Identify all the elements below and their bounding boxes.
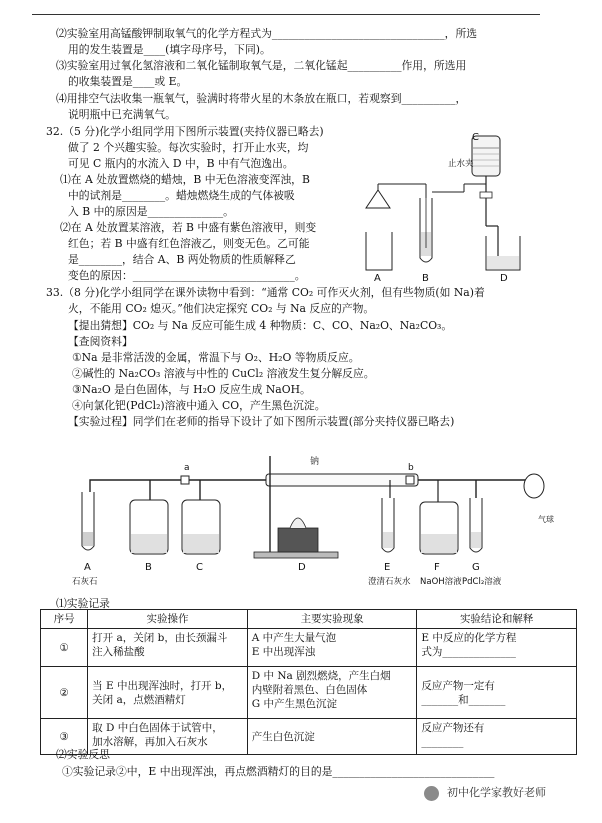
q33-info-2: ②碱性的 Na₂CO₃ 溶液与中性的 CuCl₂ 溶液发生复分解反应。 [72, 367, 375, 380]
label-a: A [374, 273, 381, 283]
cell-line: 关闭 a，点燃酒精灯 [92, 693, 186, 706]
beaker-a [366, 232, 392, 270]
q33-info-4: ④向氯化钯(PdCl₂)溶液中通入 CO，产生黑色沉淀。 [72, 399, 326, 412]
label-c: C [472, 132, 479, 143]
q33-title: 33.（8 分)化学小组同学在课外读物中看到：“通常 CO₂ 可作灭火剂，但有些物质(如 Na)着 [46, 286, 485, 299]
label-limewater: 澄清石灰水 [368, 577, 411, 587]
cell-line: A 中产生大量气泡 [251, 632, 337, 644]
spirit-lamp [278, 528, 318, 552]
watermark-text: 初中化学家教好老师 [447, 786, 546, 799]
table-header-row [41, 610, 577, 629]
table-cell-phenomenon [247, 629, 417, 667]
table-cell-op [88, 629, 248, 667]
label-clamp: 止水夹 [448, 159, 474, 169]
q32-part2: 变色的原因：______________________________。 [68, 269, 306, 282]
table-header-cell: 实验操作 [88, 610, 248, 629]
q31-line-4a: ⑷用排空气法收集一瓶氧气，验满时将带火星的木条放在瓶口，若观察到__________， [56, 92, 467, 105]
label-sodium: 钠 [310, 457, 320, 467]
stop-clamp [480, 192, 492, 198]
cell-line: 取 D 中白色固体于试管中， [92, 722, 223, 734]
cell-line: 产生白色沉淀 [251, 730, 315, 743]
cell-line: E 中出现浑浊 [251, 646, 316, 658]
cell-line: G 中产生黑色沉淀 [251, 698, 337, 710]
reflection-q1: ①实验记录②中，E 中出现浑浊，再点燃酒精灯的目的是______________________________ [62, 765, 495, 778]
q32-line: 做了 2 个兴趣实验。每次实验时，打开止水夹，均 [68, 141, 309, 154]
experiment-record-heading: ⑴实验记录 [56, 597, 110, 610]
table-row [41, 719, 577, 755]
label-d: D [298, 562, 306, 573]
table-header-cell: 主要实验现象 [247, 610, 417, 629]
cell-line: 注入稀盐酸 [92, 646, 145, 658]
label-naoh: NaOH溶液 [420, 577, 462, 587]
q32-part1: 入 B 中的原因是______________。 [68, 205, 234, 218]
apparatus-figure-32 [360, 128, 548, 283]
cell-line: 当 E 中出现浑浊时，打开 b， [92, 679, 233, 692]
table-cell-num: ③ [41, 719, 88, 755]
clamp-b [406, 476, 414, 484]
q32-title: 32.（5 分)化学小组同学用下图所示装置(夹持仪器已略去) [46, 125, 324, 138]
label-clamp-b: b [408, 463, 414, 473]
table-cell-phenomenon [247, 719, 417, 755]
label-f: F [434, 562, 440, 573]
label-pdcl2: PdCl₂溶液 [462, 577, 502, 587]
cell-line: E 中反应的化学方程 [421, 632, 517, 644]
apparatus-figure-33 [68, 436, 558, 596]
label-d: D [500, 273, 508, 283]
cell-line: 反应产物还有 [421, 722, 485, 734]
table-cell-conclusion [417, 629, 577, 667]
q31-line-3a: ⑶实验室用过氧化氢溶液和二氧化锰制取氧气是，二氧化锰起__________作用，所选用 [56, 59, 467, 72]
label-a: A [84, 562, 91, 573]
label-balloon: 气球 [538, 515, 554, 524]
q31-line-4b: 说明瓶中已充满氧气。 [68, 108, 176, 121]
q31-line-2a: ⑵实验室用高锰酸钾制取氧气的化学方程式为________________________________，所选 [56, 27, 478, 40]
q33-info-3: ③Na₂O 是白色固体，与 H₂O 反应生成 NaOH。 [72, 383, 311, 396]
label-c: C [196, 562, 203, 573]
watermark [424, 784, 546, 801]
table-cell-op [88, 667, 248, 719]
experiment-record-table [40, 609, 577, 755]
cell-line: D 中 Na 剧烈燃烧，产生白烟 [251, 670, 391, 682]
cell-line: 打开 a，关闭 b，由长颈漏斗 [92, 632, 228, 644]
table-cell-op [88, 719, 248, 755]
q32-part1: 中的试剂是________。蜡烛燃烧生成的气体被吸 [68, 189, 295, 202]
balloon [524, 474, 544, 498]
clamp-a [181, 476, 189, 484]
cell-line: ________ [421, 736, 464, 748]
top-rule [32, 14, 540, 15]
q31-line-3b: 的收集装置是____或 E。 [68, 75, 188, 88]
table-header-cell: 实验结论和解释 [417, 610, 577, 629]
table-cell-conclusion [417, 719, 577, 755]
table-cell-num: ② [41, 667, 88, 719]
q32-part2: 是________，结合 A、B 两处物质的性质解释乙 [68, 253, 296, 266]
label-e: E [384, 562, 391, 573]
q33-info-heading: 【查阅资料】 [68, 335, 133, 348]
table-row [41, 667, 577, 719]
table-cell-num: ① [41, 629, 88, 667]
q32-part2: 红色；若 B 中盛有红色溶液乙，则变无色。乙可能 [68, 237, 310, 250]
table-header-cell: 序号 [41, 610, 88, 629]
combustion-tube-d [266, 474, 418, 486]
label-b: B [422, 273, 429, 283]
label-g: G [472, 562, 480, 573]
table-cell-conclusion [417, 667, 577, 719]
table-cell-phenomenon [247, 667, 417, 719]
cell-line: _______和_______ [421, 693, 506, 706]
q32-line: 可见 C 瓶内的水流入 D 中，B 中有气泡逸出。 [68, 157, 294, 170]
funnel-a [366, 190, 390, 208]
cell-line: 反应产物一定有 [421, 679, 495, 692]
gas-tube [90, 480, 266, 500]
cell-line: 式为______________ [421, 646, 516, 658]
q32-part1: ⑴在 A 处放置燃烧的蜡烛，B 中无色溶液变浑浊，B [60, 173, 310, 186]
table-row [41, 629, 577, 667]
wechat-icon [424, 786, 439, 801]
label-b: B [145, 562, 152, 573]
label-clamp-a: a [184, 463, 190, 473]
q32-part2: ⑵在 A 处放置某溶液，若 B 中盛有紫色溶液甲，则变 [60, 221, 317, 234]
reflection-heading: ⑵实验反思 [56, 748, 110, 761]
q33-info-1: ①Na 是非常活泼的金属，常温下与 O₂、H₂O 等物质反应。 [72, 351, 360, 364]
q33-hypothesis: 【提出猜想】CO₂ 与 Na 反应可能生成 4 种物质：C、CO、Na₂O、Na₂CO₃。 [68, 319, 453, 332]
cell-line: 内壁附着黑色、白色固体 [251, 684, 368, 696]
q33-line: 火，不能用 CO₂ 熄灭。”他们决定探究 CO₂ 与 Na 反应的产物。 [68, 302, 375, 315]
label-limestone: 石灰石 [72, 577, 98, 587]
q31-line-2b: 用的发生装置是____(填字母序号，下同)。 [68, 43, 271, 56]
cell-line: 加水溶解，再加入石灰水 [92, 736, 208, 748]
q33-process: 【实验过程】同学们在老师的指导下设计了如下图所示装置(部分夹持仪器已略去) [68, 415, 455, 428]
